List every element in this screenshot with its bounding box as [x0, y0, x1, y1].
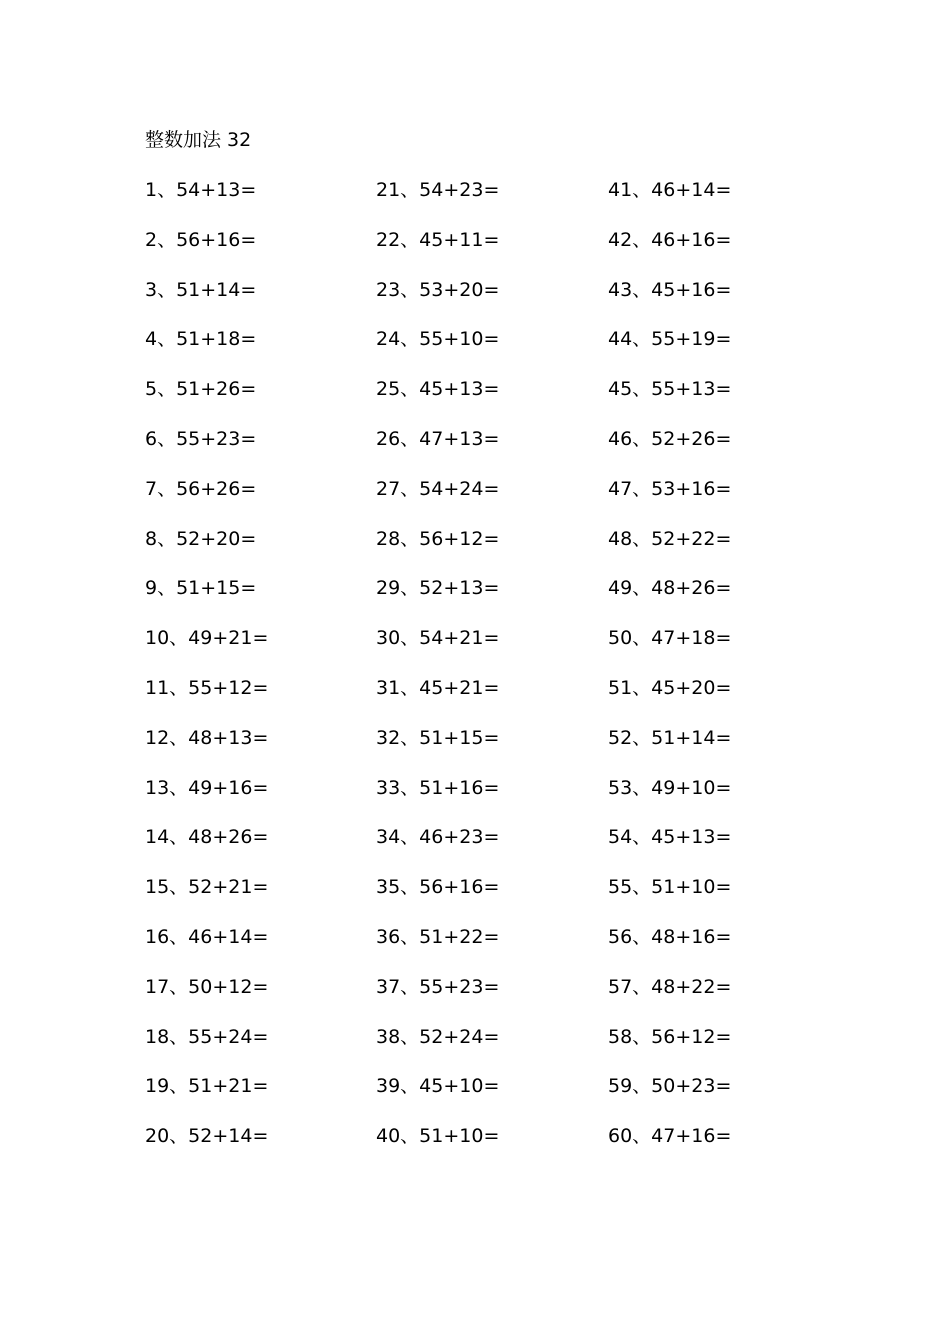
problem-item: 13、49+16= [145, 776, 269, 799]
problem-item: 31、45+21= [376, 676, 500, 699]
problem-item: 55、51+10= [608, 876, 732, 899]
problem-item: 38、52+24= [376, 1025, 500, 1048]
problem-item: 39、45+10= [376, 1075, 500, 1098]
problem-column-3 [608, 177, 838, 1173]
problem-column-2 [376, 177, 606, 1173]
problem-item: 50、47+18= [608, 627, 732, 650]
problem-item: 51、45+20= [608, 676, 732, 699]
problem-item: 27、54+24= [376, 477, 500, 500]
problem-item: 8、52+20= [145, 527, 257, 550]
problem-item: 16、46+14= [145, 925, 269, 948]
problem-item: 49、48+26= [608, 577, 732, 600]
problem-item: 47、53+16= [608, 477, 732, 500]
problem-item: 7、56+26= [145, 477, 257, 500]
problem-item: 40、51+10= [376, 1125, 500, 1148]
problem-item: 43、45+16= [608, 278, 732, 301]
problem-columns [145, 177, 865, 1177]
problem-item: 52、51+14= [608, 726, 732, 749]
problem-item: 10、49+21= [145, 627, 269, 650]
problem-item: 56、48+16= [608, 925, 732, 948]
problem-item: 1、54+13= [145, 179, 257, 201]
problem-item: 25、45+13= [376, 378, 500, 401]
problem-item: 42、46+16= [608, 228, 732, 251]
problem-item: 58、56+12= [608, 1025, 732, 1048]
problem-item: 41、46+14= [608, 179, 732, 201]
problem-item: 28、56+12= [376, 527, 500, 550]
problem-item: 4、51+18= [145, 328, 257, 351]
problem-item: 29、52+13= [376, 577, 500, 600]
problem-item: 11、55+12= [145, 676, 269, 699]
problem-item: 17、50+12= [145, 975, 269, 998]
problem-item: 45、55+13= [608, 378, 732, 401]
problem-item: 57、48+22= [608, 975, 732, 998]
problem-item: 26、47+13= [376, 427, 500, 450]
problem-item: 22、45+11= [376, 228, 500, 251]
problem-item: 23、53+20= [376, 278, 500, 301]
problem-item: 54、45+13= [608, 826, 732, 849]
problem-item: 5、51+26= [145, 378, 257, 401]
problem-item: 37、55+23= [376, 975, 500, 998]
problem-item: 21、54+23= [376, 179, 500, 201]
problem-item: 36、51+22= [376, 925, 500, 948]
problem-item: 30、54+21= [376, 627, 500, 650]
problem-item: 3、51+14= [145, 278, 257, 301]
problem-item: 34、46+23= [376, 826, 500, 849]
worksheet-title: 整数加法 32 [145, 129, 252, 151]
problem-item: 24、55+10= [376, 328, 500, 351]
problem-item: 12、48+13= [145, 726, 269, 749]
problem-item: 44、55+19= [608, 328, 732, 351]
problem-column-1 [145, 177, 375, 1173]
problem-item: 6、55+23= [145, 427, 257, 450]
problem-item: 14、48+26= [145, 826, 269, 849]
problem-item: 15、52+21= [145, 876, 269, 899]
problem-item: 18、55+24= [145, 1025, 269, 1048]
problem-item: 33、51+16= [376, 776, 500, 799]
problem-item: 60、47+16= [608, 1125, 732, 1148]
problem-item: 20、52+14= [145, 1125, 269, 1148]
problem-item: 9、51+15= [145, 577, 257, 600]
problem-item: 48、52+22= [608, 527, 732, 550]
problem-item: 2、56+16= [145, 228, 257, 251]
problem-item: 53、49+10= [608, 776, 732, 799]
problem-item: 35、56+16= [376, 876, 500, 899]
problem-item: 59、50+23= [608, 1075, 732, 1098]
problem-item: 32、51+15= [376, 726, 500, 749]
problem-item: 46、52+26= [608, 427, 732, 450]
problem-item: 19、51+21= [145, 1075, 269, 1098]
